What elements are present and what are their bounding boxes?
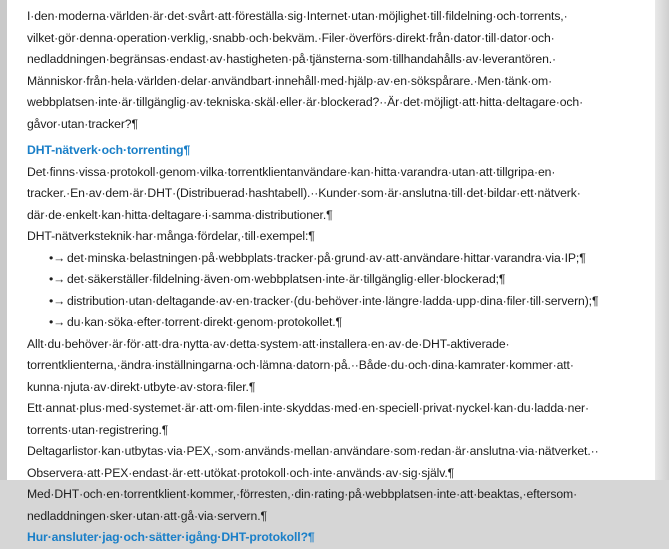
bullet-icon: •→ xyxy=(49,250,66,265)
section-heading-partial: Hur·ansluter·jag·och·sätter·igång·DHT-protokoll?¶ xyxy=(27,530,315,544)
paragraph-registration: Ett·annat·plus·med·systemet·är·att·om·filen·inte·skyddas·med·en·speciell·privat·nyckel·kan·du·ladda·ner· torrents·utan·registrering.¶ xyxy=(27,401,589,437)
paragraph-protocols: Det·finns·vissa·protokoll·genom·vilka·torrentklientanvändare·kan·hitta·varandra·utan·att·tillgripa·en· tracker.·En·av·dem·är·DHT·(Distribuerad·hashtabell).··Kunder·som·är·anslutna·till·det·bildar·ett·nätverk· där·de·enkelt·kan·hitta·deltagare·i·samma·distributioner.¶ xyxy=(27,164,581,222)
section-heading-dht: DHT-nätverk·och·torrenting¶ xyxy=(27,143,191,157)
list-item xyxy=(27,269,642,291)
window-left-edge xyxy=(0,0,7,480)
list-item xyxy=(27,312,642,334)
list-item xyxy=(27,291,642,313)
list-item-text: det·minska·belastningen·på·webbplats·tracker·på·grund·av·att·användare·hittar·varandra·via·IP;¶ xyxy=(67,250,586,265)
paragraph-install: Allt·du·behöver·är·för·att·dra·nytta·av·detta·system·att·installera·en·av·de·DHT-aktiverade· torrentklienterna,·ändra·inställningarna·och·lämna·datorn·på.··Både·du·och·dina·kamrater·kommer·att· kunna·njuta·av·direkt·utbyte·av·stora·filer.¶ xyxy=(27,336,574,394)
document-page[interactable] xyxy=(7,0,655,544)
paragraph-pex: Deltagarlistor·kan·utbytas·via·PEX,·som·används·mellan·användare·som·redan·är·anslutna·via·nätverket.·· Observera·att·PEX·endast·är·ett·utökat·protokoll·och·inte·används·av·sig·själv.¶ xyxy=(27,444,599,480)
bullet-icon: •→ xyxy=(49,272,66,286)
bullet-icon: •→ xyxy=(49,293,66,308)
paragraph-rating: Med·DHT·och·en·torrentklient·kommer,·förresten,·din·rating·på·webbplatsen·inte·att·beaktas,·eftersom· nedladdningen·sker·utan·att·gå·via·servern.¶ xyxy=(27,487,578,523)
list-item xyxy=(27,248,642,270)
list-item-text: det·säkerställer·fildelning·även·om·webbplatsen·inte·är·tillgänglig·eller·blockerad;¶ xyxy=(67,272,506,286)
document-body[interactable] xyxy=(27,6,642,549)
list-item-text: distribution·utan·deltagande·av·en·tracker·(du·behöver·inte·längre·ladda·upp·dina·filer·till·servern);¶ xyxy=(67,293,599,308)
list-item-text: du·kan·söka·efter·torrent·direkt·genom·protokollet.¶ xyxy=(67,315,342,329)
window-right-margin xyxy=(655,0,669,480)
intro-paragraph: I·den·moderna·världen·är·det·svårt·att·föreställa·sig·Internet·utan·möjlighet·till·fildelning·och·torrents,· vilket·gör·denna·operation·verklig,·snabb·och·bekväm.·Filer·överförs·direkt·från·dator·till·dator·och· nedladdningen·begränsas·endast·av·hastigheten·på·tjänsterna·som·tillhandahålls·av·leverantören.· Människor·från·hela·världen·delar·användbart·innehåll·med·hjälp·av·en·sökspårare.·Men·tänk·om· webbplatsen·inte·är·tillgänglig·av·tekniska·skäl·eller·är·blockerad?··Är·det·möjligt·att·hitta·deltagare·och· gåvor·utan·tracker?¶ xyxy=(27,9,584,131)
paragraph-advantages: DHT-nätverksteknik·har·många·fördelar,·till·exempel:¶ xyxy=(27,229,315,243)
bullet-icon: •→ xyxy=(49,315,66,329)
